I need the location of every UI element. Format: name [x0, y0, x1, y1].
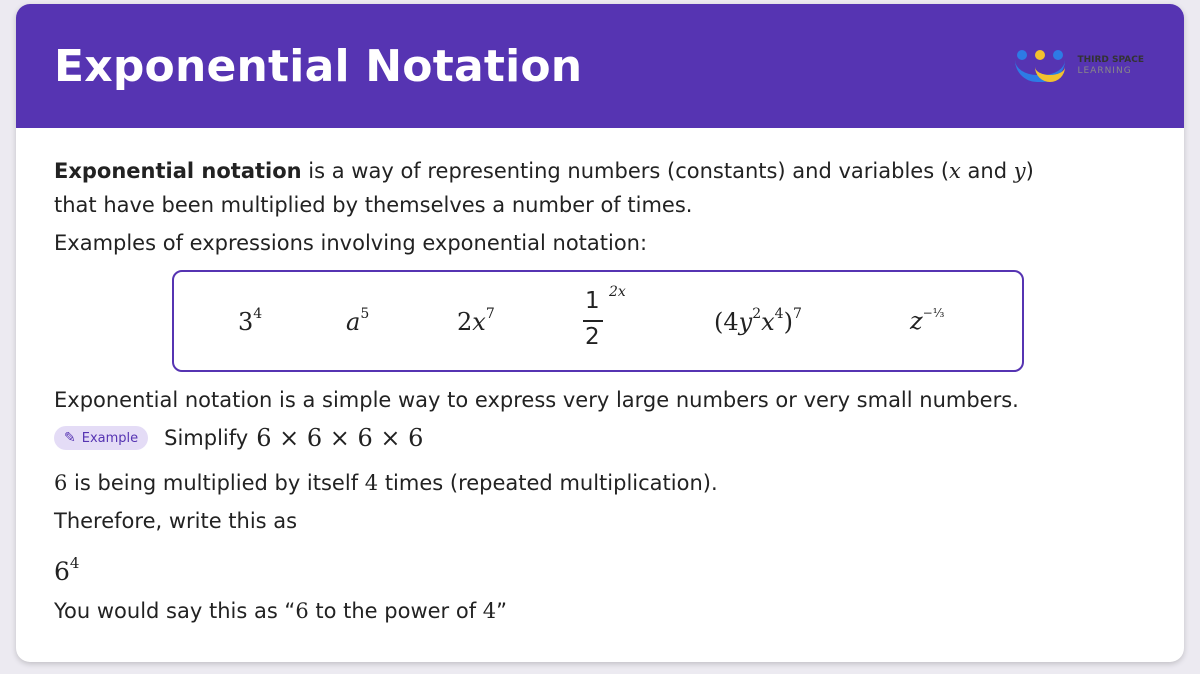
examples-box [172, 270, 1024, 372]
logo-text: THIRD SPACE LEARNING [1077, 55, 1144, 76]
example-expression-1: $3^4$ [238, 306, 263, 336]
fraction-exponent: 2x [609, 284, 626, 300]
var-y: y [1013, 159, 1026, 183]
third-space-learning-logo [1013, 46, 1144, 86]
say-text: You would say this as “6 to the power of 4” [54, 599, 508, 623]
example-expression: 6 × 6 × 6 × 6 [256, 424, 424, 452]
therefore-text: Therefore, write this as [54, 509, 298, 533]
intro-term: Exponential notation [54, 159, 302, 183]
intro-text-b: ) [1025, 159, 1034, 183]
example-expression-2: $a^5$ [346, 306, 370, 336]
example-row [54, 424, 423, 452]
example-expression-3: $2x^7$ [457, 306, 495, 336]
example-expression-5: $(4y^2x^4)^7$ [714, 306, 802, 336]
logo-icon [1013, 46, 1069, 86]
intro-paragraph [54, 154, 1154, 222]
lesson-card [16, 4, 1184, 662]
explanation-text: 6 is being multiplied by itself 4 times (repeated multiplication). [54, 471, 718, 495]
var-x: x [949, 159, 961, 183]
example-badge-label: Example [81, 430, 139, 446]
example-badge [54, 426, 148, 450]
fraction-numerator: 1 [585, 288, 600, 314]
example-prompt: Simplify [164, 426, 249, 450]
intro-and: and [960, 159, 1014, 183]
fraction-denominator: 2 [585, 324, 600, 350]
result-expression: $6^4$ [54, 554, 80, 586]
intro-text-a: is a way of representing numbers (constants) and variables ( [301, 159, 950, 183]
header-bar [16, 4, 1184, 128]
examples-lead: Examples of expressions involving exponential notation: [54, 231, 648, 255]
pencil-icon: ✎ [64, 430, 76, 446]
intro-line2: that have been multiplied by themselves a number of times. [54, 193, 693, 217]
fraction-bar [583, 320, 603, 322]
page-title: Exponential Notation [54, 40, 583, 92]
example-expression-6: $z^{-\frac{1}{3}}$ [910, 306, 945, 335]
simple-way-text: Exponential notation is a simple way to express very large numbers or very small numbers. [54, 388, 1019, 412]
